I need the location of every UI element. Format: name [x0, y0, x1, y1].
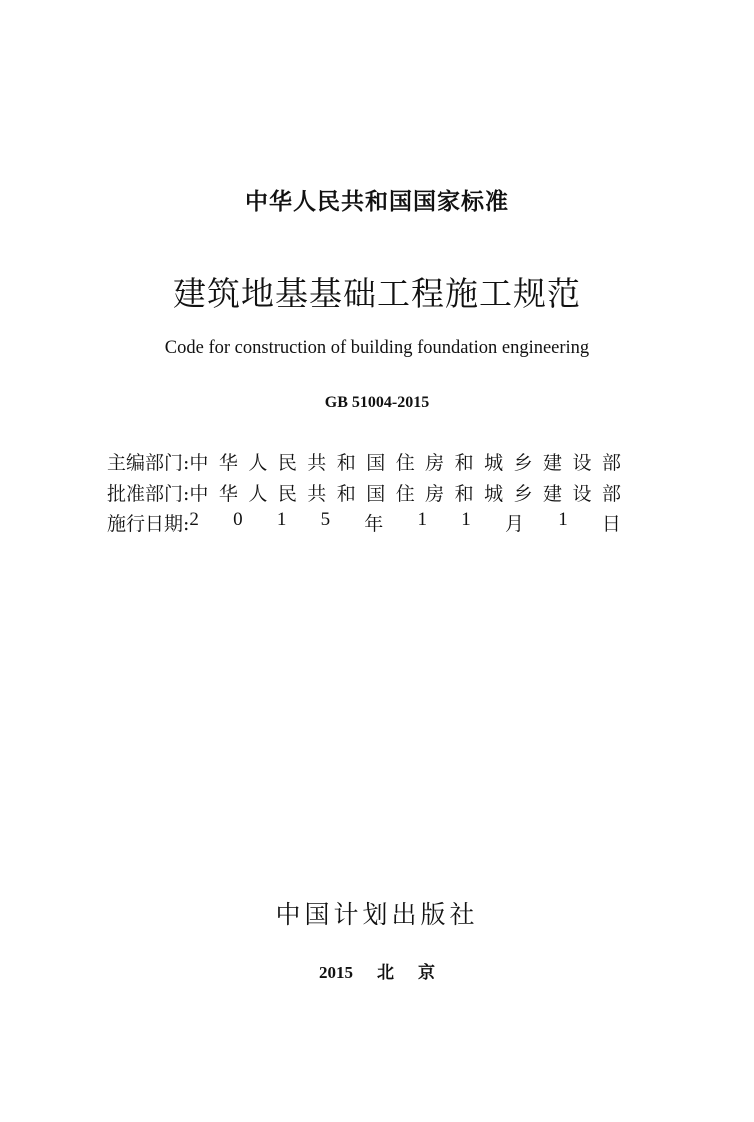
- row-value-char: 0: [233, 509, 243, 530]
- row-value-char: 和: [454, 452, 474, 474]
- row-value-char: 建: [543, 452, 563, 474]
- row-value-char: 住: [395, 483, 415, 505]
- row-value-char: 和: [454, 483, 474, 505]
- row-value-char: 民: [277, 483, 297, 505]
- row-value-char: 国: [366, 483, 386, 505]
- effective-date-row: [107, 509, 621, 536]
- imprint-city-2: 京: [418, 963, 435, 982]
- row-value-char: 设: [572, 483, 592, 505]
- row-value-char: 华: [218, 483, 238, 505]
- row-value-char: 1: [276, 509, 287, 530]
- approval-department-row: [107, 479, 621, 506]
- row-value-char: 华: [218, 452, 238, 474]
- row-value-char: 5: [320, 509, 331, 530]
- row-value-char: 城: [484, 483, 504, 505]
- row-values: [189, 509, 621, 536]
- row-value-char: 年: [364, 514, 384, 535]
- row-value-char: 共: [307, 452, 327, 474]
- row-value-char: 1: [417, 509, 428, 530]
- row-value-char: 城: [484, 452, 504, 474]
- row-value-char: 和: [336, 452, 356, 474]
- row-value-char: 2: [189, 509, 199, 530]
- row-value-char: 共: [307, 483, 327, 505]
- row-value-char: 1: [558, 509, 568, 530]
- row-value-char: 1: [461, 509, 471, 530]
- row-value-char: 房: [425, 483, 445, 505]
- row-value-char: 住: [395, 452, 415, 474]
- standard-code: GB 51004-2015: [324, 394, 430, 411]
- row-label: 批准部门:: [107, 483, 190, 505]
- row-value-char: 乡: [513, 452, 533, 474]
- publisher-name: 中国计划出版社: [275, 900, 479, 929]
- row-value-char: 月: [504, 514, 524, 535]
- english-title: Code for construction of building foundation engineering: [164, 338, 590, 358]
- row-values: [189, 479, 621, 506]
- row-value-char: 乡: [513, 483, 533, 505]
- row-value-char: 设: [572, 452, 592, 474]
- row-value-char: 民: [277, 452, 297, 474]
- imprint-city-1: 北: [377, 963, 394, 982]
- standard-type-heading: 中华人民共和国国家标准: [245, 189, 509, 215]
- row-value-char: 建: [543, 483, 563, 505]
- row-value-char: 国: [366, 452, 386, 474]
- row-value-char: 中: [189, 452, 209, 474]
- row-value-char: 房: [425, 452, 445, 474]
- row-value-char: 部: [601, 483, 621, 505]
- document-title: 建筑地基基础工程施工规范: [173, 274, 581, 313]
- row-label: 施行日期:: [107, 513, 190, 535]
- row-value-char: 和: [336, 483, 356, 505]
- row-label: 主编部门:: [107, 452, 190, 474]
- imprint: [0, 958, 754, 983]
- chief-editor-department-row: [107, 448, 621, 475]
- row-value-char: 日: [601, 514, 621, 535]
- row-value-char: 中: [189, 483, 209, 505]
- row-value-char: 人: [248, 452, 268, 474]
- row-value-char: 人: [248, 483, 268, 505]
- imprint-year: 2015: [319, 963, 353, 982]
- row-values: [189, 448, 621, 475]
- row-value-char: 部: [601, 452, 621, 474]
